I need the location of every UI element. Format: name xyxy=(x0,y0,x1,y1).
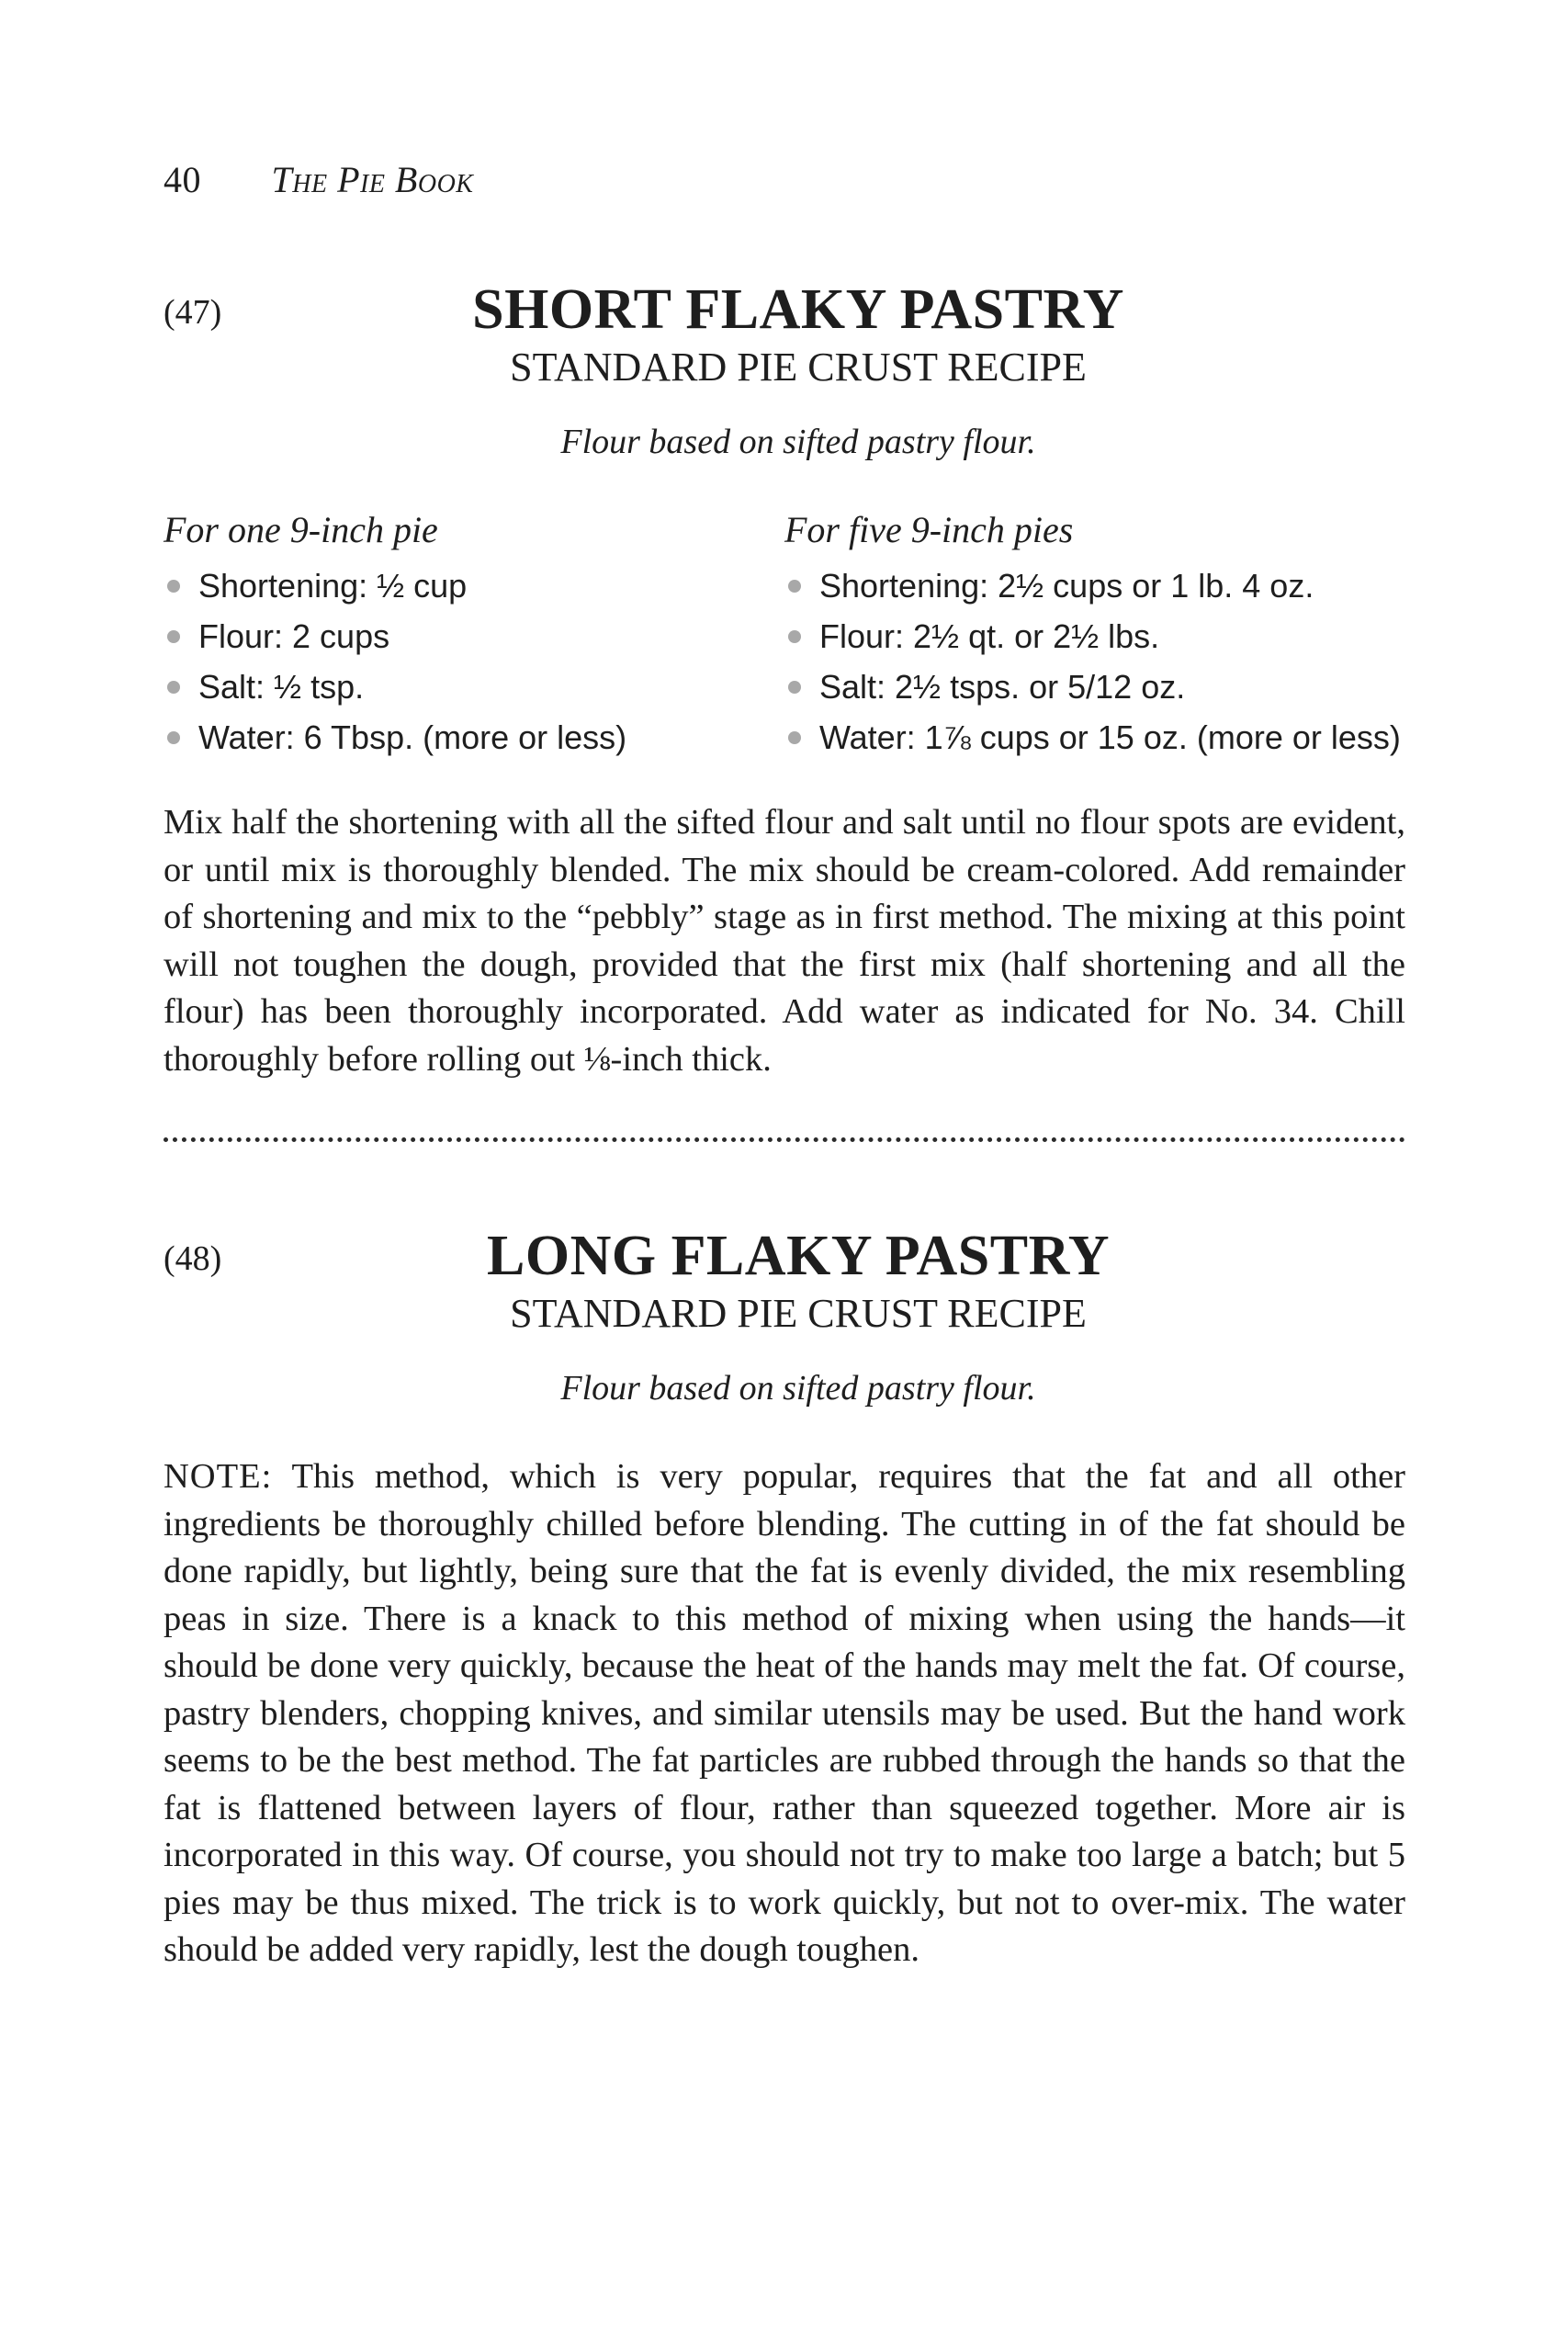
ingredients-five-pies xyxy=(784,505,1405,763)
flour-note: Flour based on sifted pastry flour. xyxy=(560,1369,1036,1408)
ingredients-one-pie xyxy=(164,505,784,763)
ingredient-text: Shortening: ½ cup xyxy=(198,567,468,605)
method-text: This method, which is very popular, requires that the fat and all other ingredients be thoroughly chilled before blending. The cutting in of the fat should be done rapidly, but lightly, being sure that the fat is evenly divided, the mix resembling peas in size. There is a knack to this method of mixing when using the hands—it should be done very quickly, because the heat of the hands may melt the fat. Of course, pastry blenders, chopping knives, and similar utensils may be used. But the hand work seems to be the best method. The fat particles are rubbed through the hands so that the fat is flattened between layers of flour, rather than squeezed together. More air is incorporated in this way. Of course, you should not try to make too large a batch; but 5 pies may be thus mixed. The trick is to work quickly, but not to over-mix. The water should be added very rapidly, lest the dough toughen. xyxy=(164,1457,1405,1969)
ingredient-item xyxy=(164,712,784,763)
recipe-number: (47) xyxy=(164,293,222,332)
recipe-title: SHORT FLAKY PASTRY xyxy=(472,278,1124,341)
method-paragraph: Mix half the shortening with all the sifted flour and salt until no flour spots are evident, or until mix is thoroughly blended. The mix should be cream-colored. Add remainder of shortening and mix to the “pebbly” stage as in first method. The mixing at this point will not toughen the dough, provided that the first mix (half shortening and all the flour) has been thoroughly incorporated. Add water as indicated for No. 34. Chill thoroughly before rolling out ⅛-inch thick. xyxy=(164,803,1405,1079)
page-number: 40 xyxy=(164,159,201,200)
bullet-icon xyxy=(167,580,180,593)
ingredient-text: Water: 1⅞ cups or 15 oz. (more or less) xyxy=(819,718,1401,756)
ingredient-text: Water: 6 Tbsp. (more or less) xyxy=(198,718,627,756)
ingredient-text: Salt: 2½ tsps. or 5/12 oz. xyxy=(819,668,1186,706)
ingredient-item xyxy=(164,611,784,662)
method-paragraph xyxy=(164,1453,1405,1974)
ingredient-text: Flour: 2½ qt. or 2½ lbs. xyxy=(819,617,1160,655)
recipe-subtitle: STANDARD PIE CRUST RECIPE xyxy=(510,1291,1087,1336)
ingredient-item xyxy=(784,712,1405,763)
ingredient-list xyxy=(164,560,784,763)
bullet-icon xyxy=(788,580,801,593)
recipe-number: (48) xyxy=(164,1239,222,1278)
bullet-icon xyxy=(788,681,801,694)
ingredient-item xyxy=(784,662,1405,712)
ingredient-text: Salt: ½ tsp. xyxy=(198,668,365,706)
bullet-icon xyxy=(167,681,180,694)
book-title: The Pie Book xyxy=(271,159,474,200)
flour-note: Flour based on sifted pastry flour. xyxy=(560,423,1036,461)
recipe-short-flaky-pastry xyxy=(164,276,1405,1119)
ingredient-text: Flour: 2 cups xyxy=(198,617,390,655)
bullet-icon xyxy=(788,630,801,643)
bullet-icon xyxy=(788,731,801,744)
note-label: NOTE: xyxy=(164,1457,273,1496)
recipe-subtitle: STANDARD PIE CRUST RECIPE xyxy=(510,345,1087,390)
ingredient-item xyxy=(784,560,1405,611)
ingredient-item xyxy=(164,662,784,712)
yield-heading: For one 9-inch pie xyxy=(164,509,438,550)
yield-heading: For five 9-inch pies xyxy=(784,509,1074,550)
running-head xyxy=(164,158,473,201)
bullet-icon xyxy=(167,630,180,643)
recipe-title: LONG FLAKY PASTRY xyxy=(486,1225,1111,1287)
ingredient-item xyxy=(164,560,784,611)
recipe-long-flaky-pastry xyxy=(164,1222,1405,2009)
ingredient-item xyxy=(784,611,1405,662)
ingredient-text: Shortening: 2½ cups or 1 lb. 4 oz. xyxy=(819,567,1314,605)
ingredient-list xyxy=(784,560,1405,763)
ingredient-columns xyxy=(164,505,1405,763)
dotted-divider xyxy=(164,1137,1405,1142)
bullet-icon xyxy=(167,731,180,744)
